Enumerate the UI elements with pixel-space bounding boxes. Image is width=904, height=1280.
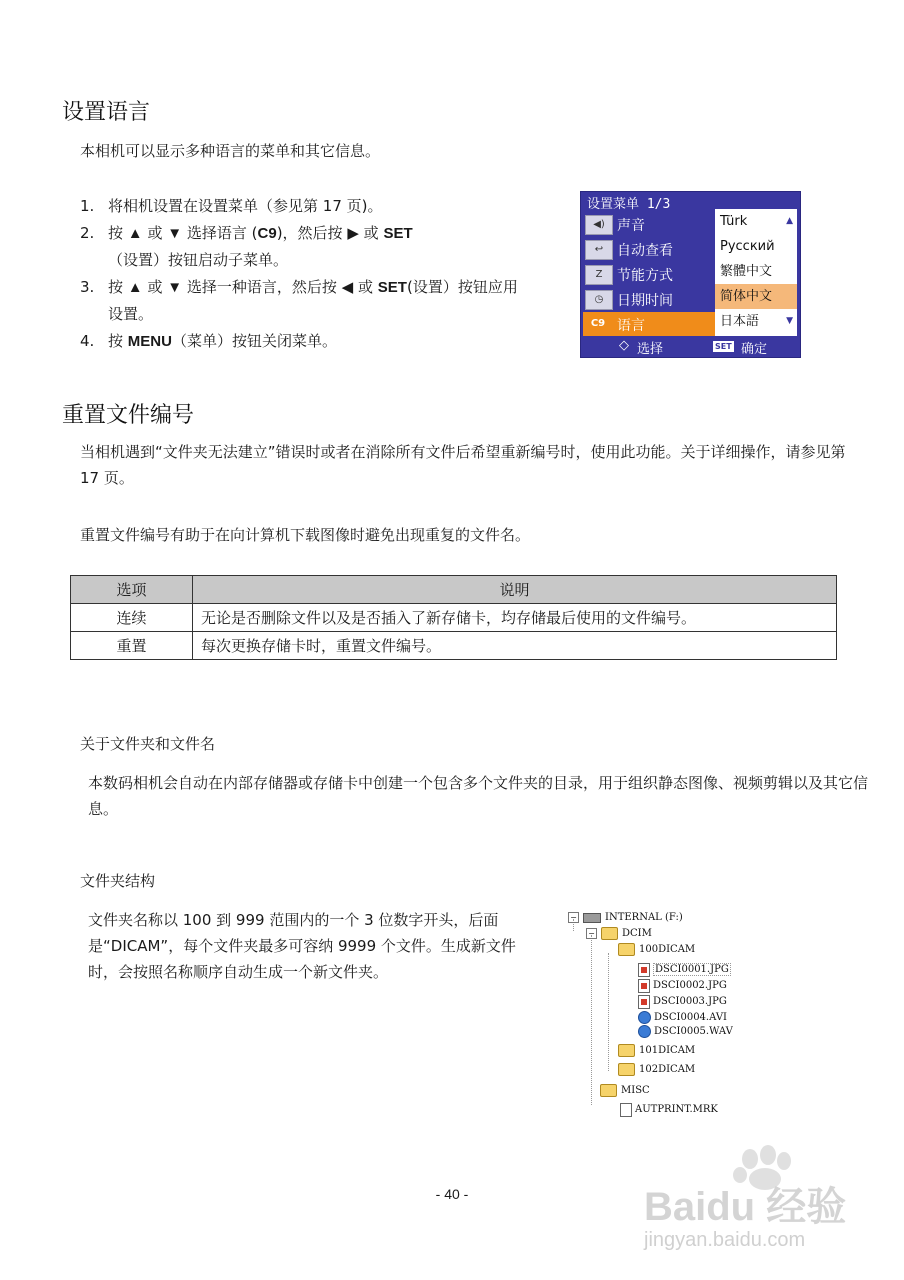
language-option: Русский — [720, 239, 775, 254]
tree-file[interactable]: DSCI0001.JPG — [638, 962, 731, 978]
language-intro: 本相机可以显示多种语言的菜单和其它信息。 — [80, 142, 381, 160]
watermark-url: jingyan.baidu.com — [644, 1229, 806, 1251]
folder-tree — [562, 905, 762, 1125]
language-option: 日本語 ▼ — [715, 309, 797, 334]
set-key-icon: SET — [715, 342, 732, 351]
clock-icon: ◷ — [585, 290, 613, 310]
footer-select-label: 选择 — [637, 342, 664, 357]
language-option: Türk ▲ — [715, 209, 797, 234]
step-4: 4. 按 MENU（菜单）按钮关闭菜单。 — [80, 332, 337, 350]
table-row — [71, 632, 837, 660]
language-option: 繁體中文 — [720, 264, 773, 279]
scroll-up-icon: ▲ — [786, 216, 793, 226]
camera-menu-footer — [581, 338, 800, 356]
language-icon: C9 — [590, 318, 606, 329]
down-arrow-icon: ▼ — [167, 225, 183, 242]
tree-file[interactable]: DSCI0005.WAV — [638, 1024, 733, 1040]
review-icon: ↩ — [585, 240, 613, 260]
collapse-icon[interactable]: − — [568, 912, 579, 923]
tree-file[interactable]: AUTPRINT.MRK — [620, 1102, 718, 1118]
text-file-icon — [620, 1103, 632, 1117]
table-header: 说明 — [193, 576, 837, 604]
watermark-brand: Baidu 经验 — [644, 1185, 847, 1229]
folders-description: 本数码相机会自动在内部存储器或存储卡中创建一个包含多个文件夹的目录，用于组织静态图像、视频剪辑以及其它信息。 — [88, 774, 869, 818]
menu-item-auto-review: ↩ 自动查看 — [583, 237, 715, 261]
step-1: 1. 将相机设置在设置菜单（参见第 17 页)。 — [80, 197, 383, 215]
section-title-folder-structure: 文件夹结构 — [80, 872, 156, 890]
up-arrow-icon: ▲ — [127, 279, 143, 296]
menu-item-language: C9 语言 — [583, 312, 715, 336]
section-title-folders-files: 关于文件夹和文件名 — [80, 735, 216, 753]
tree-file[interactable]: DSCI0004.AVI — [638, 1010, 727, 1026]
section-title-language: 设置语言 — [62, 100, 151, 125]
audio-file-icon — [638, 1025, 651, 1038]
options-table — [70, 575, 837, 660]
image-file-icon — [638, 979, 650, 993]
reset-description: 当相机遇到“文件夹无法建立”错误时或者在消除所有文件后希望重新编号时，使用此功能。关于详细操作，请参见第 17 页。 — [80, 443, 846, 487]
table-cell: 无论是否删除文件以及是否插入了新存储卡，均存储最后使用的文件编号。 — [193, 604, 837, 632]
image-file-icon — [638, 963, 650, 977]
menu-key: MENU — [127, 333, 172, 350]
table-header: 选项 — [71, 576, 193, 604]
folder-structure-description: 文件夹名称以 100 到 999 范围内的一个 3 位数字开头，后面是“DICAM”，每个文件夹最多可容纳 9999 个文件。生成新文件时，会按照名称顺序自动生成一个新文件夹。 — [88, 911, 516, 981]
image-file-icon — [638, 995, 650, 1009]
speaker-icon: ◀) — [585, 215, 613, 235]
tree-folder-102dicam[interactable]: 102DICAM — [618, 1062, 695, 1078]
tree-file[interactable]: DSCI0003.JPG — [638, 994, 727, 1010]
menu-item-sound: ◀) 声音 — [583, 212, 715, 236]
folder-icon — [601, 927, 618, 940]
folder-icon — [618, 943, 635, 956]
set-key: SET — [377, 279, 407, 296]
language-steps — [80, 193, 530, 355]
navigate-icon: ◇ — [619, 338, 629, 353]
reset-benefit: 重置文件编号有助于在向计算机下载图像时避免出现重复的文件名。 — [80, 526, 531, 544]
set-key: SET — [383, 225, 413, 242]
folder-icon — [618, 1044, 635, 1057]
tree-folder-misc[interactable]: MISC — [600, 1083, 650, 1099]
up-arrow-icon: ▲ — [127, 225, 143, 242]
tree-drive[interactable]: − INTERNAL (F:) — [568, 910, 683, 926]
camera-menu-title: 设置菜单 1/3 — [587, 197, 671, 212]
table-row — [71, 604, 837, 632]
step-3: 3. 按 ▲ 或 ▼ 选择一种语言，然后按 ◀ 或 SET(设置）按钮应用设置。 — [80, 278, 518, 323]
table-header-row — [71, 576, 837, 604]
baidu-watermark — [640, 1145, 900, 1265]
left-arrow-icon: ◀ — [341, 279, 354, 296]
scroll-down-icon: ▼ — [786, 316, 793, 326]
drive-icon — [583, 913, 601, 923]
table-cell: 每次更换存储卡时，重置文件编号。 — [193, 632, 837, 660]
footer-confirm-label: 确定 — [741, 342, 768, 357]
camera-setup-menu — [580, 191, 801, 358]
video-file-icon — [638, 1011, 651, 1024]
language-option-selected: 简体中文 — [715, 284, 797, 309]
tree-folder-101dicam[interactable]: 101DICAM — [618, 1043, 695, 1059]
section-title-reset-file-number: 重置文件编号 — [62, 403, 195, 428]
down-arrow-icon: ▼ — [167, 279, 183, 296]
language-options-panel — [715, 209, 797, 336]
menu-item-date-time: ◷ 日期时间 — [583, 287, 715, 311]
right-arrow-icon: ▶ — [347, 225, 359, 242]
collapse-icon[interactable]: − — [586, 928, 597, 939]
tree-folder-dcim[interactable]: − DCIM — [586, 926, 652, 942]
tree-file[interactable]: DSCI0002.JPG — [638, 978, 727, 994]
language-icon: C9 — [257, 225, 277, 242]
folder-icon — [600, 1084, 617, 1097]
tree-folder-100dicam[interactable]: 100DICAM — [618, 942, 695, 958]
step-2: 2. 按 ▲ 或 ▼ 选择语言 (C9)，然后按 ▶ 或 SET （设置）按钮启动子菜单。 — [80, 224, 413, 269]
folder-icon — [618, 1063, 635, 1076]
menu-item-power-save: Z 节能方式 — [583, 262, 715, 286]
table-cell: 连续 — [71, 604, 193, 632]
page-number: - 40 - — [435, 1186, 469, 1202]
table-cell: 重置 — [71, 632, 193, 660]
power-save-icon: Z — [585, 265, 613, 285]
